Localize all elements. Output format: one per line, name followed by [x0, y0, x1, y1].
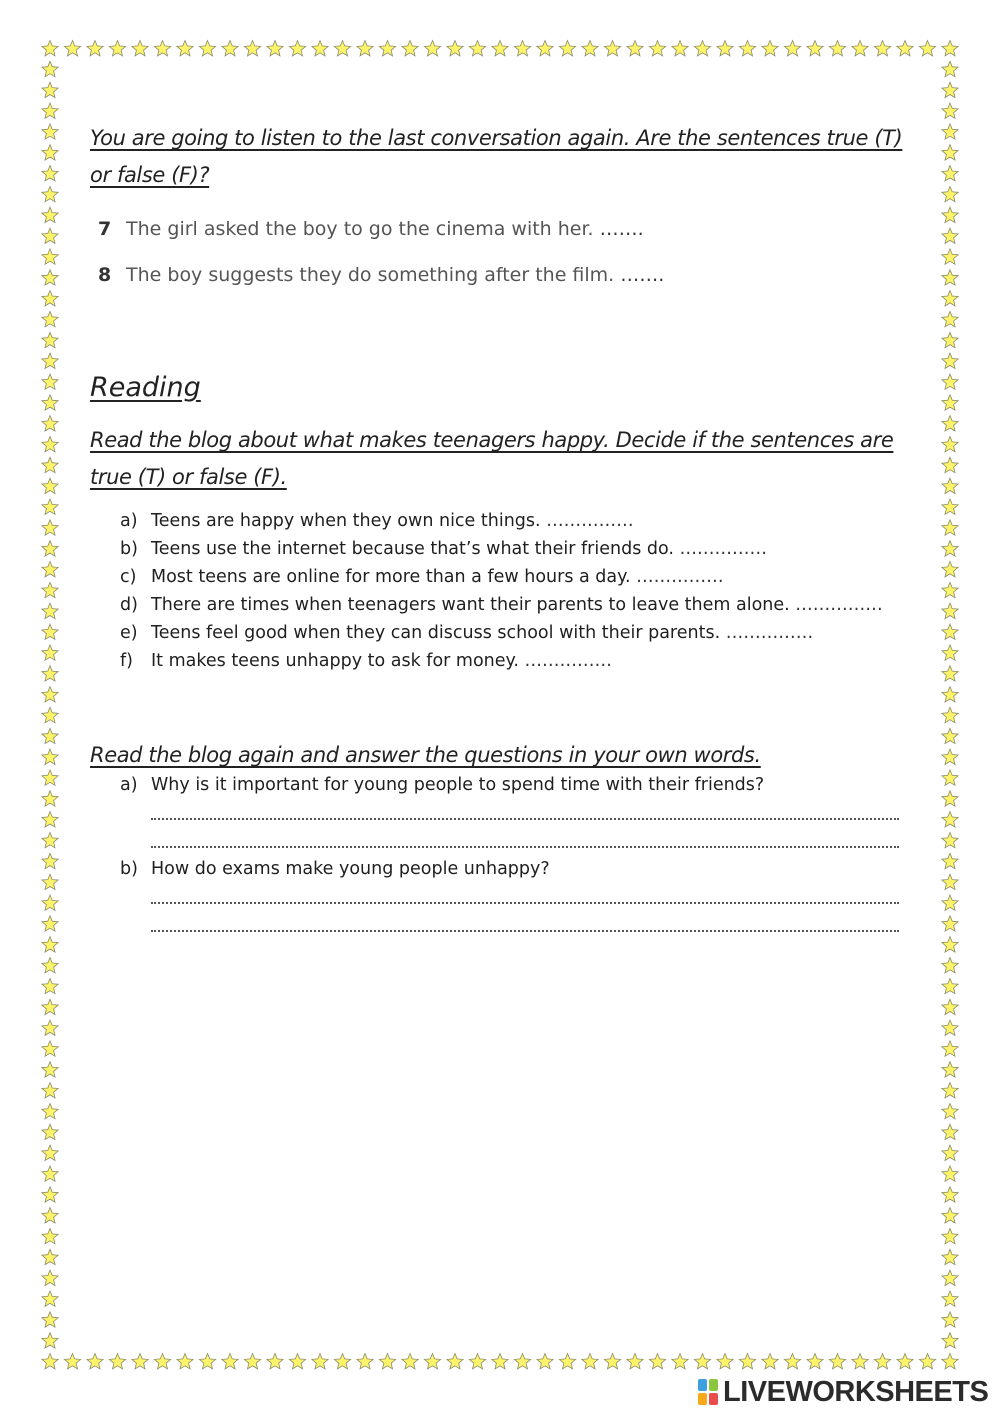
- star-decoration: [357, 1354, 373, 1369]
- star-decoration: [109, 41, 125, 56]
- question-text: How do exams make young people unhappy?: [151, 859, 550, 879]
- item-text: Most teens are online for more than a few hours a day.: [151, 567, 631, 587]
- star-decoration: [537, 41, 553, 56]
- star-decoration: [829, 1354, 845, 1369]
- star-decoration: [942, 207, 958, 222]
- star-decoration: [942, 895, 958, 910]
- star-decoration: [42, 478, 58, 493]
- star-decoration: [42, 812, 58, 827]
- star-decoration: [199, 41, 215, 56]
- star-decoration: [604, 41, 620, 56]
- star-decoration: [42, 541, 58, 556]
- star-decoration: [42, 353, 58, 368]
- star-decoration: [42, 82, 58, 97]
- star-decoration: [942, 999, 958, 1014]
- star-decoration: [942, 1103, 958, 1118]
- star-decoration: [942, 978, 958, 993]
- star-decoration: [942, 707, 958, 722]
- reading-instruction-questions: Read the blog again and answer the questions in your own words.: [90, 743, 761, 767]
- star-decoration: [942, 1062, 958, 1077]
- star-decoration: [942, 82, 958, 97]
- star-decoration: [42, 645, 58, 660]
- answer-line[interactable]: [151, 930, 899, 932]
- star-decoration: [424, 41, 440, 56]
- star-decoration: [492, 41, 508, 56]
- star-decoration: [942, 457, 958, 472]
- star-decoration: [537, 1354, 553, 1369]
- star-decoration: [942, 728, 958, 743]
- star-decoration: [42, 1124, 58, 1139]
- answer-blank[interactable]: ……………: [795, 595, 883, 615]
- star-decoration: [244, 1354, 260, 1369]
- star-decoration: [942, 1249, 958, 1264]
- star-decoration: [42, 437, 58, 452]
- star-decoration: [42, 978, 58, 993]
- star-decoration: [514, 1354, 530, 1369]
- star-decoration: [42, 499, 58, 514]
- star-decoration: [582, 1354, 598, 1369]
- star-decoration: [672, 41, 688, 56]
- tf-item: [120, 623, 813, 651]
- star-decoration: [469, 41, 485, 56]
- star-decoration: [42, 1187, 58, 1202]
- star-decoration: [42, 1103, 58, 1118]
- star-decoration: [942, 124, 958, 139]
- star-decoration: [42, 1145, 58, 1160]
- star-decoration: [42, 937, 58, 952]
- liveworksheets-logo-icon: [697, 1378, 719, 1406]
- question-number: 7: [98, 218, 112, 240]
- star-decoration: [942, 61, 958, 76]
- tf-item: [120, 511, 634, 539]
- star-decoration: [942, 1291, 958, 1306]
- star-decoration: [942, 41, 958, 56]
- star-decoration: [942, 228, 958, 243]
- star-decoration: [244, 41, 260, 56]
- star-decoration: [334, 41, 350, 56]
- star-decoration: [42, 874, 58, 889]
- star-decoration: [942, 916, 958, 931]
- star-decoration: [109, 1354, 125, 1369]
- star-decoration: [942, 603, 958, 618]
- answer-blank[interactable]: …….: [599, 218, 644, 240]
- star-decoration: [424, 1354, 440, 1369]
- star-decoration: [784, 41, 800, 56]
- star-decoration: [559, 41, 575, 56]
- star-decoration: [42, 270, 58, 285]
- answer-line[interactable]: [151, 846, 899, 848]
- tf-item: [120, 651, 612, 679]
- star-decoration: [942, 1270, 958, 1285]
- item-label: a): [120, 775, 138, 795]
- star-decoration: [942, 311, 958, 326]
- star-decoration: [942, 853, 958, 868]
- star-decoration: [942, 270, 958, 285]
- star-decoration: [942, 624, 958, 639]
- star-decoration: [42, 833, 58, 848]
- star-decoration: [87, 41, 103, 56]
- star-decoration: [42, 41, 58, 56]
- star-decoration: [942, 749, 958, 764]
- star-decoration: [312, 1354, 328, 1369]
- star-decoration: [42, 103, 58, 118]
- star-decoration: [874, 1354, 890, 1369]
- star-decoration: [42, 1270, 58, 1285]
- star-decoration: [447, 41, 463, 56]
- star-decoration: [942, 1229, 958, 1244]
- answer-line[interactable]: [151, 902, 899, 904]
- star-decoration: [42, 728, 58, 743]
- star-decoration: [942, 291, 958, 306]
- answer-blank[interactable]: …….: [620, 264, 665, 286]
- star-decoration: [42, 999, 58, 1014]
- answer-line[interactable]: [151, 818, 899, 820]
- logo-text: LIVEWORKSHEETS: [723, 1375, 989, 1408]
- star-decoration: [379, 1354, 395, 1369]
- star-decoration: [942, 1187, 958, 1202]
- star-decoration: [942, 770, 958, 785]
- star-decoration: [64, 1354, 80, 1369]
- star-decoration: [42, 1249, 58, 1264]
- star-decoration: [42, 1208, 58, 1223]
- star-decoration: [919, 41, 935, 56]
- star-decoration: [447, 1354, 463, 1369]
- star-decoration: [942, 416, 958, 431]
- star-decoration: [942, 103, 958, 118]
- star-decoration: [42, 895, 58, 910]
- open-question-b: [120, 859, 550, 887]
- question-text: The girl asked the boy to go the cinema with her.: [126, 218, 594, 240]
- star-decoration: [177, 41, 193, 56]
- question-8: [98, 264, 664, 292]
- star-decoration: [942, 958, 958, 973]
- star-decoration: [942, 541, 958, 556]
- star-decoration: [694, 41, 710, 56]
- answer-blank[interactable]: ……………: [636, 567, 724, 587]
- item-text: It makes teens unhappy to ask for money.: [151, 651, 519, 671]
- star-decoration: [42, 958, 58, 973]
- star-decoration: [42, 582, 58, 597]
- star-decoration: [942, 1083, 958, 1098]
- star-decoration: [132, 41, 148, 56]
- star-decoration: [42, 166, 58, 181]
- star-decoration: [942, 645, 958, 660]
- star-decoration: [942, 145, 958, 160]
- star-decoration: [942, 1333, 958, 1348]
- star-decoration: [942, 937, 958, 952]
- star-decoration: [942, 1312, 958, 1327]
- reading-heading: Reading: [90, 372, 201, 403]
- star-decoration: [762, 41, 778, 56]
- star-decoration: [42, 291, 58, 306]
- star-decoration: [942, 1145, 958, 1160]
- star-decoration: [627, 1354, 643, 1369]
- star-decoration: [42, 145, 58, 160]
- star-decoration: [42, 186, 58, 201]
- star-decoration: [942, 249, 958, 264]
- item-text: There are times when teenagers want their parents to leave them alone.: [151, 595, 790, 615]
- star-decoration: [87, 1354, 103, 1369]
- star-decoration: [42, 416, 58, 431]
- question-text: Why is it important for young people to spend time with their friends?: [151, 775, 765, 795]
- star-decoration: [42, 603, 58, 618]
- item-label: a): [120, 511, 138, 531]
- star-decoration: [42, 249, 58, 264]
- tf-item: [120, 539, 767, 567]
- star-decoration: [154, 41, 170, 56]
- star-decoration: [42, 1062, 58, 1077]
- star-decoration: [357, 41, 373, 56]
- star-decoration: [739, 41, 755, 56]
- star-decoration: [807, 41, 823, 56]
- star-decoration: [42, 1083, 58, 1098]
- star-decoration: [469, 1354, 485, 1369]
- star-decoration: [312, 41, 328, 56]
- star-decoration: [897, 1354, 913, 1369]
- star-decoration: [199, 1354, 215, 1369]
- star-decoration: [267, 1354, 283, 1369]
- star-decoration: [64, 41, 80, 56]
- star-decoration: [942, 562, 958, 577]
- star-decoration: [42, 791, 58, 806]
- answer-blank[interactable]: ……………: [546, 511, 634, 531]
- star-decoration: [42, 624, 58, 639]
- liveworksheets-logo: [697, 1374, 988, 1410]
- star-decoration: [42, 749, 58, 764]
- star-decoration: [42, 687, 58, 702]
- star-decoration: [784, 1354, 800, 1369]
- answer-blank[interactable]: ……………: [524, 651, 613, 671]
- star-decoration: [42, 707, 58, 722]
- item-text: Teens feel good when they can discuss school with their parents.: [151, 623, 721, 643]
- item-text: Teens are happy when they own nice things.: [151, 511, 541, 531]
- star-decoration: [942, 186, 958, 201]
- star-decoration: [42, 207, 58, 222]
- star-decoration: [267, 41, 283, 56]
- star-decoration: [154, 1354, 170, 1369]
- star-decoration: [942, 478, 958, 493]
- star-decoration: [42, 562, 58, 577]
- star-decoration: [42, 520, 58, 535]
- star-decoration: [582, 41, 598, 56]
- star-decoration: [942, 1041, 958, 1056]
- star-decoration: [874, 41, 890, 56]
- listening-instruction: You are going to listen to the last conversation again. Are the sentences true (T) or false (F)?: [90, 126, 903, 187]
- star-decoration: [42, 853, 58, 868]
- star-decoration: [42, 311, 58, 326]
- star-decoration: [942, 1124, 958, 1139]
- answer-blank[interactable]: ……………: [679, 539, 768, 559]
- star-decoration: [492, 1354, 508, 1369]
- answer-blank[interactable]: ……………: [725, 623, 814, 643]
- star-decoration: [852, 41, 868, 56]
- star-decoration: [42, 457, 58, 472]
- reading-instruction-tf: Read the blog about what makes teenagers happy. Decide if the sentences are true (T) or false (F).: [90, 428, 894, 489]
- star-decoration: [379, 41, 395, 56]
- star-decoration: [694, 1354, 710, 1369]
- item-label: c): [120, 567, 137, 587]
- star-decoration: [942, 499, 958, 514]
- star-decoration: [919, 1354, 935, 1369]
- item-label: b): [120, 859, 138, 879]
- item-label: d): [120, 595, 138, 615]
- star-decoration: [42, 1041, 58, 1056]
- item-label: f): [120, 651, 133, 671]
- star-decoration: [334, 1354, 350, 1369]
- star-decoration: [942, 666, 958, 681]
- star-decoration: [942, 1208, 958, 1223]
- star-decoration: [942, 395, 958, 410]
- star-decoration: [402, 1354, 418, 1369]
- star-decoration: [604, 1354, 620, 1369]
- star-decoration: [132, 1354, 148, 1369]
- tf-item: [120, 595, 883, 623]
- tf-item: [120, 567, 724, 595]
- star-decoration: [402, 41, 418, 56]
- star-decoration: [289, 41, 305, 56]
- star-decoration: [289, 1354, 305, 1369]
- question-7: [98, 218, 644, 246]
- star-decoration: [942, 374, 958, 389]
- star-decoration: [42, 1166, 58, 1181]
- star-decoration: [942, 1354, 958, 1369]
- item-label: e): [120, 623, 138, 643]
- star-decoration: [627, 41, 643, 56]
- star-decoration: [42, 61, 58, 76]
- star-decoration: [42, 228, 58, 243]
- star-decoration: [42, 916, 58, 931]
- star-decoration: [514, 41, 530, 56]
- star-decoration: [942, 166, 958, 181]
- star-decoration: [42, 1020, 58, 1035]
- star-decoration: [942, 812, 958, 827]
- star-decoration: [829, 41, 845, 56]
- star-decoration: [559, 1354, 575, 1369]
- star-decoration: [42, 374, 58, 389]
- star-decoration: [942, 791, 958, 806]
- star-decoration: [222, 41, 238, 56]
- star-decoration: [942, 687, 958, 702]
- question-text: The boy suggests they do something after the film.: [126, 264, 615, 286]
- star-decoration: [942, 332, 958, 347]
- star-decoration: [222, 1354, 238, 1369]
- star-decoration: [42, 1229, 58, 1244]
- open-question-a: [120, 775, 764, 803]
- star-decoration: [807, 1354, 823, 1369]
- star-decoration: [42, 395, 58, 410]
- star-decoration: [717, 1354, 733, 1369]
- star-decoration: [42, 124, 58, 139]
- star-decoration: [649, 1354, 665, 1369]
- star-decoration: [42, 770, 58, 785]
- star-decoration: [942, 874, 958, 889]
- star-decoration: [739, 1354, 755, 1369]
- star-decoration: [852, 1354, 868, 1369]
- star-decoration: [762, 1354, 778, 1369]
- star-decoration: [942, 437, 958, 452]
- star-decoration: [897, 41, 913, 56]
- star-decoration: [672, 1354, 688, 1369]
- star-decoration: [42, 1354, 58, 1369]
- star-decoration: [942, 353, 958, 368]
- star-decoration: [942, 1020, 958, 1035]
- star-decoration: [942, 520, 958, 535]
- star-decoration: [942, 582, 958, 597]
- item-label: b): [120, 539, 138, 559]
- star-decoration: [942, 833, 958, 848]
- star-decoration: [42, 666, 58, 681]
- star-decoration: [177, 1354, 193, 1369]
- star-decoration: [717, 41, 733, 56]
- star-decoration: [42, 332, 58, 347]
- star-decoration: [42, 1312, 58, 1327]
- item-text: Teens use the internet because that’s what their friends do.: [151, 539, 674, 559]
- star-decoration: [942, 1166, 958, 1181]
- star-decoration: [42, 1333, 58, 1348]
- star-decoration: [42, 1291, 58, 1306]
- question-number: 8: [98, 264, 112, 286]
- star-decoration: [649, 41, 665, 56]
